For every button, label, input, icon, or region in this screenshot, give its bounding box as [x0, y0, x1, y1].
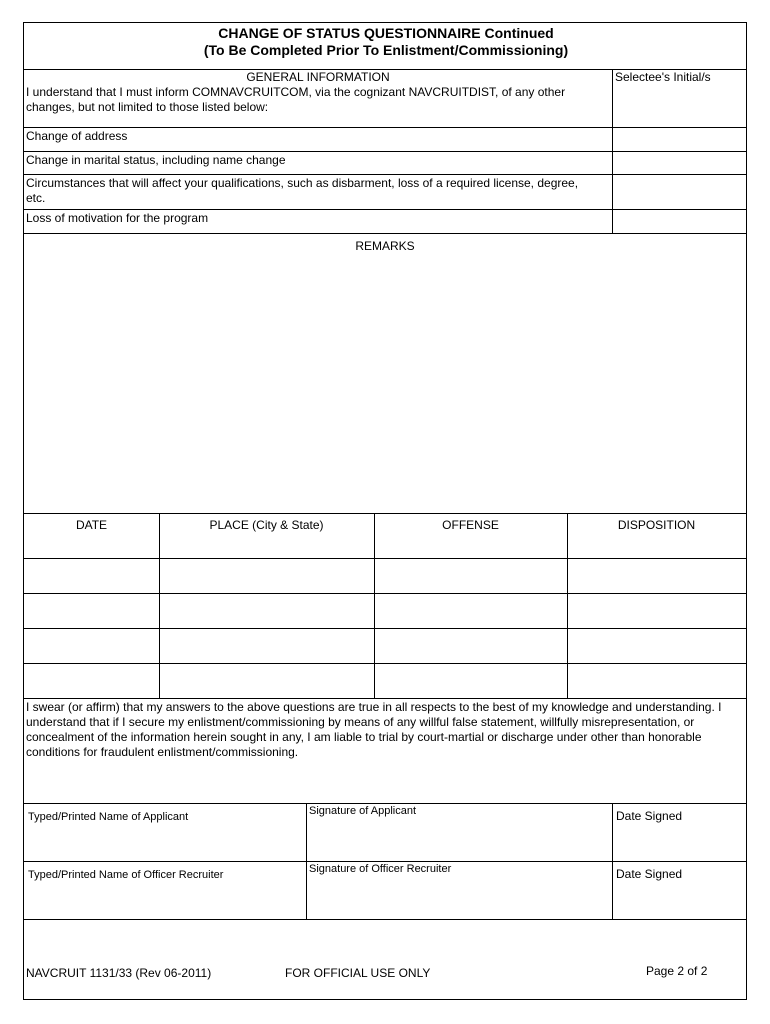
initials-field-motivation[interactable]: [613, 210, 746, 232]
table-cell-date[interactable]: [25, 629, 158, 662]
page-number: Page 2 of 2: [646, 964, 708, 978]
recruiter-signature-label: Signature of Officer Recruiter: [309, 863, 452, 875]
column-header-offense: OFFENSE: [442, 518, 499, 532]
table-cell-offense[interactable]: [375, 629, 566, 662]
change-item-qualifications: Circumstances that will affect your qualifications, such as disbarment, loss of a required license, degree, etc.: [26, 176, 579, 205]
applicant-signature-label: Signature of Applicant: [309, 805, 417, 817]
table-cell-date[interactable]: [25, 594, 158, 627]
form-page: [23, 22, 747, 1000]
form-number: NAVCRUIT 1131/33 (Rev 06-2011): [26, 966, 212, 980]
column-header-place: PLACE (City & State): [209, 518, 324, 532]
table-cell-place[interactable]: [160, 664, 373, 697]
table-cell-disposition[interactable]: [568, 594, 745, 627]
applicant-date-label: Date Signed: [616, 809, 683, 823]
applicant-signature-field[interactable]: [307, 820, 611, 860]
recruiter-name-label: Typed/Printed Name of Officer Recruiter: [28, 869, 224, 881]
applicant-date-field[interactable]: [613, 825, 745, 860]
table-cell-place[interactable]: [160, 594, 373, 627]
initials-field-address[interactable]: [613, 128, 746, 150]
change-item-address: Change of address: [26, 129, 128, 143]
column-header-date: DATE: [75, 518, 108, 532]
table-cell-place[interactable]: [160, 629, 373, 662]
table-cell-offense[interactable]: [375, 594, 566, 627]
recruiter-date-label: Date Signed: [616, 867, 683, 881]
table-cell-date[interactable]: [25, 664, 158, 697]
remarks-field[interactable]: [25, 255, 745, 511]
official-use-notice: FOR OFFICIAL USE ONLY: [285, 966, 431, 980]
table-cell-disposition[interactable]: [568, 559, 745, 592]
table-cell-offense[interactable]: [375, 664, 566, 697]
table-cell-date[interactable]: [25, 559, 158, 592]
change-item-marital-status: Change in marital status, including name change: [26, 153, 286, 167]
oath-statement: I swear (or affirm) that my answers to the above questions are true in all respects to the best of my knowledge and understanding. I understand that if I secure my enlistment/commissioning by means of any willful false statement, willfully misrepresentation, or concealment of the information herein sought in any, I am liable to trial by court-martial or discharge under other than honorable conditions for fraudulent enlistment/commissioning.: [26, 700, 722, 759]
form-title: CHANGE OF STATUS QUESTIONNAIRE Continued: [218, 25, 554, 41]
table-cell-disposition[interactable]: [568, 664, 745, 697]
table-cell-offense[interactable]: [375, 559, 566, 592]
form-subtitle: (To Be Completed Prior To Enlistment/Commissioning): [203, 42, 569, 58]
initials-field-marital-status[interactable]: [613, 152, 746, 174]
initials-column-header: Selectee's Initial/s: [615, 70, 711, 84]
general-information-intro: I understand that I must inform COMNAVCRUITCOM, via the cognizant NAVCRUITDIST, of any other changes, but not limited to those listed below:: [26, 85, 566, 114]
applicant-name-label: Typed/Printed Name of Applicant: [28, 811, 189, 823]
remarks-heading: REMARKS: [355, 239, 415, 253]
change-item-motivation: Loss of motivation for the program: [26, 211, 209, 225]
recruiter-date-field[interactable]: [613, 883, 745, 919]
recruiter-name-field[interactable]: [25, 883, 305, 919]
recruiter-signature-field[interactable]: [307, 878, 611, 919]
table-cell-place[interactable]: [160, 559, 373, 592]
table-cell-disposition[interactable]: [568, 629, 745, 662]
column-header-disposition: DISPOSITION: [617, 518, 696, 532]
general-information-heading: GENERAL INFORMATION: [246, 70, 390, 84]
applicant-name-field[interactable]: [25, 825, 305, 860]
initials-field-qualifications[interactable]: [613, 175, 746, 208]
